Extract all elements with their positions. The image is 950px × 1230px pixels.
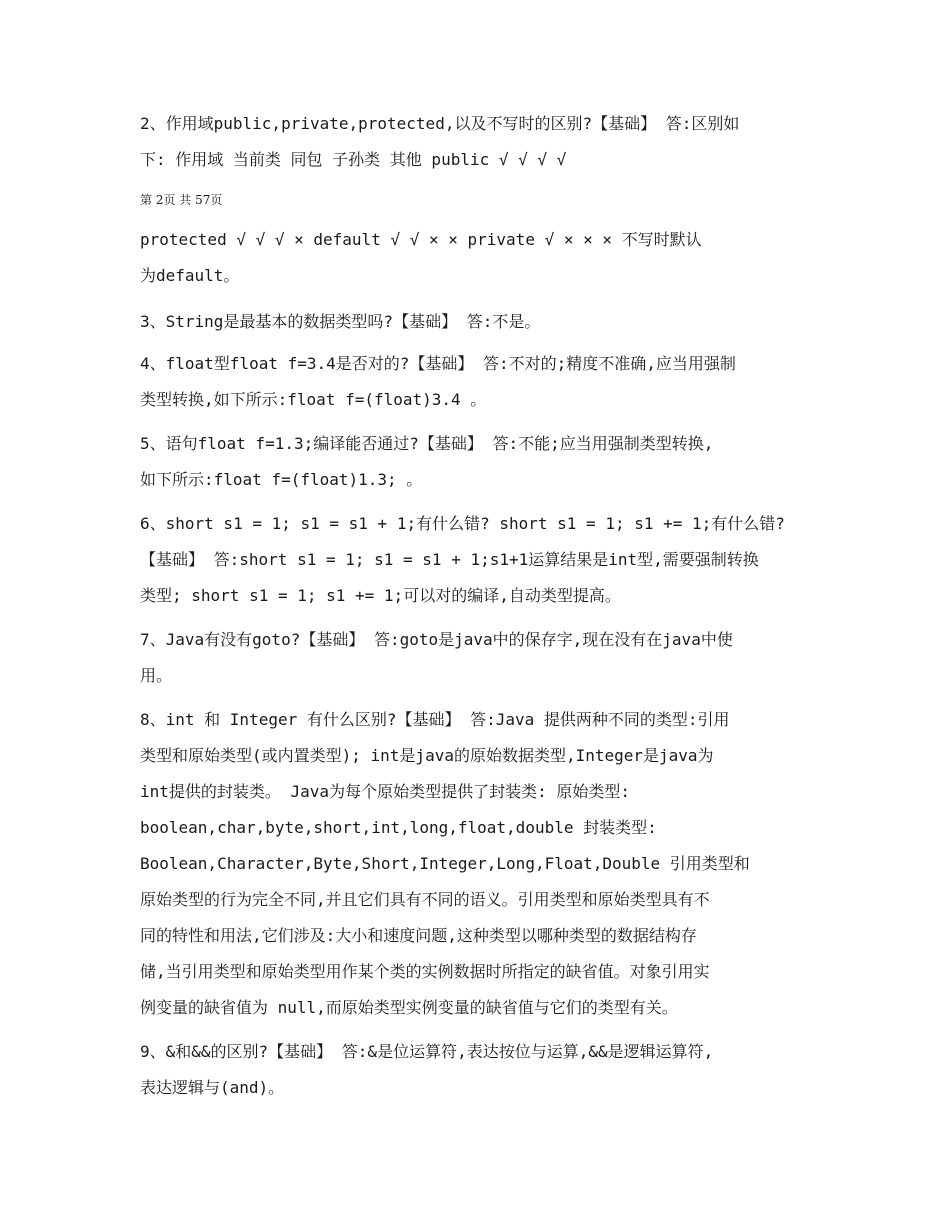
text-line: boolean,char,byte,short,int,long,float,double 封装类型: [140,818,657,837]
text-line: 2、作用域public,private,protected,以及不写时的区别?【基础】 答:区别如 [140,114,740,133]
paragraph-q7 [140,622,820,694]
page-number-footer: 第 2页 共 57页 [140,193,223,207]
text-line: 9、&和&&的区别?【基础】 答:&是位运算符,表达按位与运算,&&是逻辑运算符, [140,1042,714,1061]
text-line: 例变量的缺省值为 null,而原始类型实例变量的缺省值与它们的类型有关。 [140,998,678,1017]
text-line: 5、语句float f=1.3;编译能否通过?【基础】 答:不能;应当用强制类型转换, [140,434,714,453]
text-line: 下: 作用域 当前类 同包 子孙类 其他 public √ √ √ √ [140,150,567,169]
text-line: 3、String是最基本的数据类型吗?【基础】 答:不是。 [140,312,541,331]
paragraph-q2-part1 [140,106,820,178]
text-line: 类型和原始类型(或内置类型); int是java的原始数据类型,Integer是java为 [140,746,714,765]
text-line: 如下所示:float f=(float)1.3; 。 [140,470,423,489]
paragraph-q8 [140,702,820,1026]
text-line: int提供的封装类。 Java为每个原始类型提供了封装类: 原始类型: [140,782,630,801]
text-line: 表达逻辑与(and)。 [140,1078,285,1097]
text-line: 类型; short s1 = 1; s1 += 1;可以对的编译,自动类型提高。 [140,586,621,605]
paragraph-q5 [140,426,820,498]
text-line: 4、float型float f=3.4是否对的?【基础】 答:不对的;精度不准确,应当用强制 [140,354,736,373]
text-line: 储,当引用类型和原始类型用作某个类的实例数据时所指定的缺省值。对象引用实 [140,962,710,981]
text-line: 6、short s1 = 1; s1 = s1 + 1;有什么错? short s1 = 1; s1 += 1;有什么错? [140,514,785,533]
document-page [140,0,820,1230]
text-line: 【基础】 答:short s1 = 1; s1 = s1 + 1;s1+1运算结果是int型,需要强制转换 [140,550,759,569]
paragraph-q4 [140,346,820,418]
text-line: 类型转换,如下所示:float f=(float)3.4 。 [140,390,487,409]
paragraph-q3 [140,304,820,340]
text-line: 原始类型的行为完全不同,并且它们具有不同的语义。引用类型和原始类型具有不 [140,890,710,909]
text-line: 用。 [140,666,173,685]
text-line: protected √ √ √ × default √ √ × × private √ × × × 不写时默认 [140,230,702,249]
text-line: 同的特性和用法,它们涉及:大小和速度问题,这种类型以哪种类型的数据结构存 [140,926,697,945]
paragraph-q2-part2 [140,222,820,294]
text-line: 为default。 [140,266,240,285]
paragraph-q9 [140,1034,820,1106]
text-line: 7、Java有没有goto?【基础】 答:goto是java中的保存字,现在没有在java中使 [140,630,733,649]
text-line: Boolean,Character,Byte,Short,Integer,Long,Float,Double 引用类型和 [140,854,750,873]
paragraph-q6 [140,506,820,614]
text-line: 8、int 和 Integer 有什么区别?【基础】 答:Java 提供两种不同的类型:引用 [140,710,730,729]
